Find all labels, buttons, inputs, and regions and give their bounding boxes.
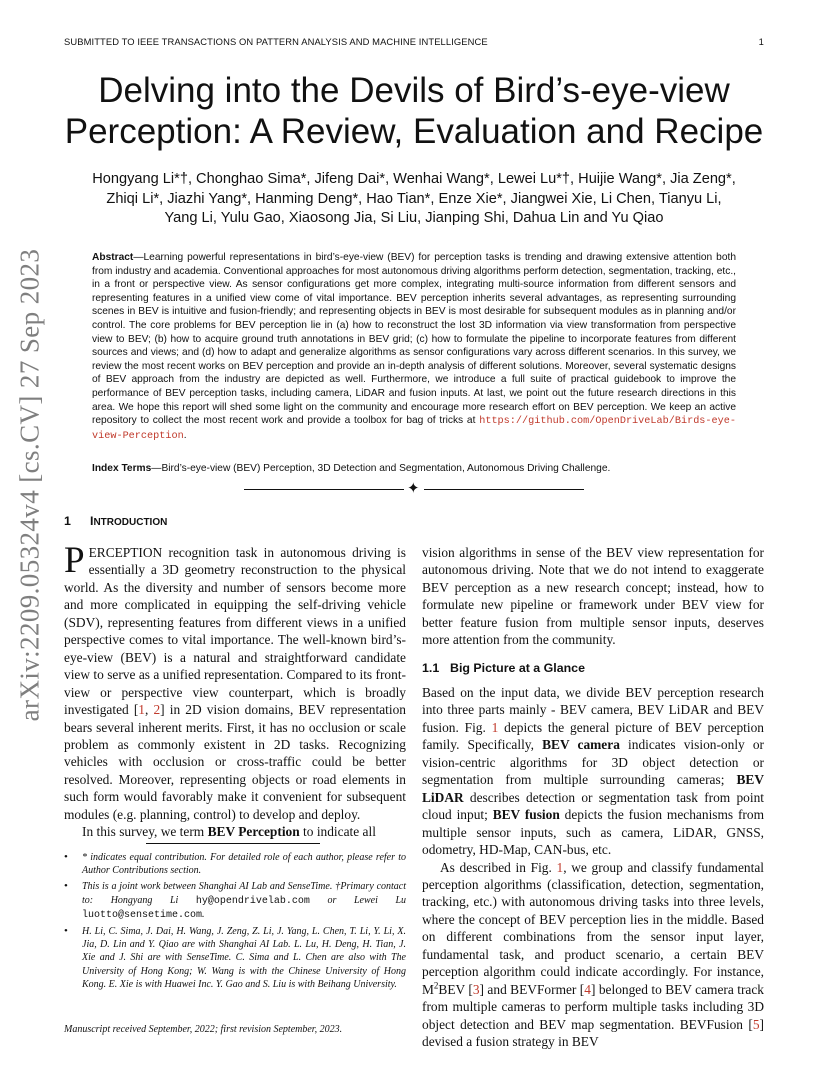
superscript: 2 <box>433 980 439 991</box>
term-bev-perception: BEV Perception <box>207 824 300 840</box>
term-bev-fusion: BEV fusion <box>492 807 560 823</box>
divider-line-left <box>244 489 404 490</box>
footnote-affiliations: • H. Li, C. Sima, J. Dai, H. Wang, J. Zeng, Z. Li, J. Yang, L. Chen, T. Li, Y. Li, X. Jia, D. Lin and Y. Qiao are with Shanghai AI Lab. L. Lu, H. Deng, H. Tian, J. Xie and J. Shi are with SenseTime. C. Sima and L. Chen are also with The University of Hong Kong; W. Wang is with the Chinese University of Hong Kong. E. Xie is with Huawei Inc. Y. Gao and S. Liu is with Beihang University. <box>82 925 406 991</box>
abstract-text: —Learning powerful representations in bird’s-eye-view (BEV) for perception tasks is trending and drawing extensive attention both from industry and academia. Conventional approaches for most autonomous driving algorithms perform detection, segmentation, tracking, etc., in a front or perspective view. As sensor configurations get more complex, integrating multi-source information from different sensors and representing features in a unified view come of vital importance. BEV perception inherits several advantages, as representing surrounding scenes in BEV is intuitive and fusion-friendly; and representing objects in BEV is most desirable for subsequent modules as in planning and/or control. The core problems for BEV perception lie in (a) how to reconstruct the lost 3D information via view transformation from perspective view to BEV; (b) how to acquire ground truth annotations in BEV grid; (c) how to formulate the pipeline to incorporate features from different sources and views; and (d) how to adapt and generalize algorithms as sensor configurations vary across different scenarios. In this survey, we review the most recent works on BEV perception and provide an in-depth analysis of different solutions. Moreover, several systematic designs of BEV approach from the industry are depicted as well. Furthermore, we introduce a full suite of practical guidebook to improve the performance of BEV perception tasks, including camera, LiDAR and fusion inputs. At last, we point out the future research directions in this area. We hope this report will shed some light on the community and encourage more research effort on BEV perception. We keep an active repository to collect the most recent work and provide a toolbox for bag of tricks at <box>92 252 736 427</box>
paper-title <box>64 70 764 152</box>
text-segment: ] and BEVFormer [ <box>479 981 585 997</box>
text-segment: ] belonged to BEV camera track from multiple cameras to perform multiple tasks including 3D object detection and BEV map segmentation. BEVFusion [ <box>422 981 764 1032</box>
term-bev-camera: BEV camera <box>542 737 620 753</box>
section-title-rest: NTRODUCTION <box>93 517 168 528</box>
citation-link[interactable]: 5 <box>752 1016 760 1032</box>
citation-separator: , <box>145 702 154 718</box>
term-bev-lidar: BEV LiDAR <box>422 772 764 805</box>
text-segment: As described in Fig. <box>440 859 557 875</box>
text-segment: ] devised a fusion strategy in BEV <box>422 1016 764 1050</box>
footnote-text: or Lewei Lu <box>309 894 407 906</box>
subsection-number: 1.1 <box>422 661 440 675</box>
section-heading-introduction <box>64 514 167 528</box>
index-terms-text: —Bird’s-eye-view (BEV) Perception, 3D Detection and Segmentation, Autonomous Driving Challenge. <box>151 463 611 474</box>
intro-paragraph-1 <box>64 540 406 823</box>
title-line-1: Delving into the Devils of Bird’s-eye-view <box>98 71 730 110</box>
big-picture-paragraph-2 <box>422 859 764 1051</box>
text-segment: , we group and classify fundamental perception algorithms (classification, detection, segmentation, tracking, etc.) with autonomous driving tasks into three levels, where the concept of BEV perception lies in the middle. Based on different combinations from the sensor input layer, fundamental task, and product scenario, a certain BEV perception algorithm could indicate accordingly. For instance, M <box>422 859 764 997</box>
running-header <box>64 36 764 47</box>
section-divider <box>244 480 584 500</box>
abstract <box>92 251 736 443</box>
arxiv-side-stamp <box>0 248 60 722</box>
footnote-contact <box>82 880 406 922</box>
email-link[interactable]: luotto@sensetime.com <box>82 909 203 921</box>
authors-line-3: Yang Li, Yulu Gao, Xiaosong Jia, Si Liu, Jianping Shi, Dahua Lin and Yu Qiao <box>164 210 664 226</box>
citation-link[interactable]: 4 <box>584 981 591 997</box>
drop-cap: P <box>64 540 85 581</box>
text-segment: BEV [ <box>438 981 473 997</box>
footnotes <box>64 851 406 994</box>
left-column <box>64 540 406 841</box>
text-segment: Based on the input data, we divide BEV perception research into three parts mainly - BEV camera, BEV LiDAR and BEV fusion. Fig. <box>422 685 764 735</box>
footnote-text: . <box>202 908 205 920</box>
intro-text-a: recognition task in autonomous driving is essentially a 3D geometry reconstruction to the physical world. As the diversity and number of sensors become more and more complicated in equipping the self-driving vehicle (SDV), representing features from different views in a unified perspective comes to vital importance. The well-known bird’s-eye-view (BEV) is a natural and straightforward candidate view to serve as a unified representation. Compared to its front-view or perspective view counterpart, which is broadly investigated [ <box>64 545 406 718</box>
divider-line-right <box>424 489 584 490</box>
index-terms <box>92 462 736 476</box>
section-title-first-letter: I <box>90 514 94 528</box>
text-segment: indicates vision-only or vision-centric algorithms for 3D object detection or segmentation from multiple surrounding cameras; <box>422 737 765 788</box>
abstract-label: Abstract <box>92 252 134 263</box>
author-list <box>64 170 764 229</box>
text-segment: depicts the general picture of BEV perception family. Specifically, <box>422 719 764 753</box>
subsection-heading <box>422 661 585 675</box>
page-number: 1 <box>758 36 764 47</box>
footnote-equal-contribution: • * indicates equal contribution. For detailed role of each author, please refer to Author Contributions section. <box>82 851 406 877</box>
abstract-end: . <box>183 429 187 441</box>
authors-line-1: Hongyang Li*†, Chonghao Sima*, Jifeng Dai*, Wenhai Wang*, Lewei Lu*†, Huijie Wang*, Jia Zeng*, <box>92 171 736 187</box>
continued-paragraph: vision algorithms in sense of the BEV view representation for autonomous driving. Note that we do not intend to exaggerate BEV perception as a new research concept; instead, how to formulate new pipeline or framework under BEV view for better feature fusion from multiple sensor inputs, deserves more attention from the community. <box>422 545 764 648</box>
intro-paragraph-2 <box>64 823 406 840</box>
repository-link[interactable]: https://github.com/OpenDriveLab/Birds-eye-view-Perception <box>92 416 736 442</box>
divider-diamond-icon: ✦ <box>407 480 420 497</box>
footnote-text: This is a joint work between Shanghai AI Lab and SenseTime. †Primary contact to: Hongyang Li <box>82 881 406 906</box>
email-link[interactable]: hy@opendrivelab.com <box>195 895 310 907</box>
intro-p2-text-a: In this survey, we term <box>82 824 208 840</box>
journal-name: SUBMITTED TO IEEE TRANSACTIONS ON PATTERN ANALYSIS AND MACHINE INTELLIGENCE <box>64 36 488 47</box>
manuscript-note: Manuscript received September, 2022; first revision September, 2023. <box>64 1024 343 1035</box>
footnote-rule <box>146 843 320 844</box>
intro-smallcaps: ERCEPTION <box>88 545 163 560</box>
section-number: 1 <box>64 514 71 528</box>
intro-p2-text-b: to indicate all <box>299 824 376 840</box>
citation-link[interactable]: 3 <box>472 981 480 997</box>
index-terms-label: Index Terms <box>92 463 152 474</box>
title-line-2: Perception: A Review, Evaluation and Recipe <box>64 112 764 151</box>
citation-link[interactable]: 1 <box>138 702 145 718</box>
citation-link[interactable]: 2 <box>153 702 161 718</box>
figure-link[interactable]: 1 <box>491 719 499 735</box>
intro-text-b: ] in 2D vision domains, BEV representation bears several inherent merits. First, it has no occlusion or scale problem as commonly existent in 2D tasks. Recognizing vehicles with occlusion or cross-traffic could be better resolved. Moreover, representing objects or road elements in such form would favorably make it convenient for subsequent modules (e.g. planning, control) to develop and deploy. <box>64 702 406 822</box>
right-column <box>422 544 764 649</box>
authors-line-2: Zhiqi Li*, Jiazhi Yang*, Hanming Deng*, Hao Tian*, Enze Xie*, Jiangwei Xie, Li Chen, Tianyu Li, <box>106 190 722 207</box>
figure-link[interactable]: 1 <box>556 859 564 875</box>
arxiv-identifier: arXiv:2209.05324v4 [cs.CV] 27 Sep 2023 <box>14 248 45 722</box>
text-segment: describes detection or segmentation task from point cloud input; <box>422 789 764 823</box>
right-column-body <box>422 684 764 1051</box>
big-picture-paragraph-1 <box>422 684 764 859</box>
subsection-title: Big Picture at a Glance <box>450 661 585 675</box>
text-segment: depicts the fusion mechanisms from multiple sensor inputs, such as camera, LiDAR, GNSS, odometry, HD-Map, CAN-bus, etc. <box>422 807 765 858</box>
